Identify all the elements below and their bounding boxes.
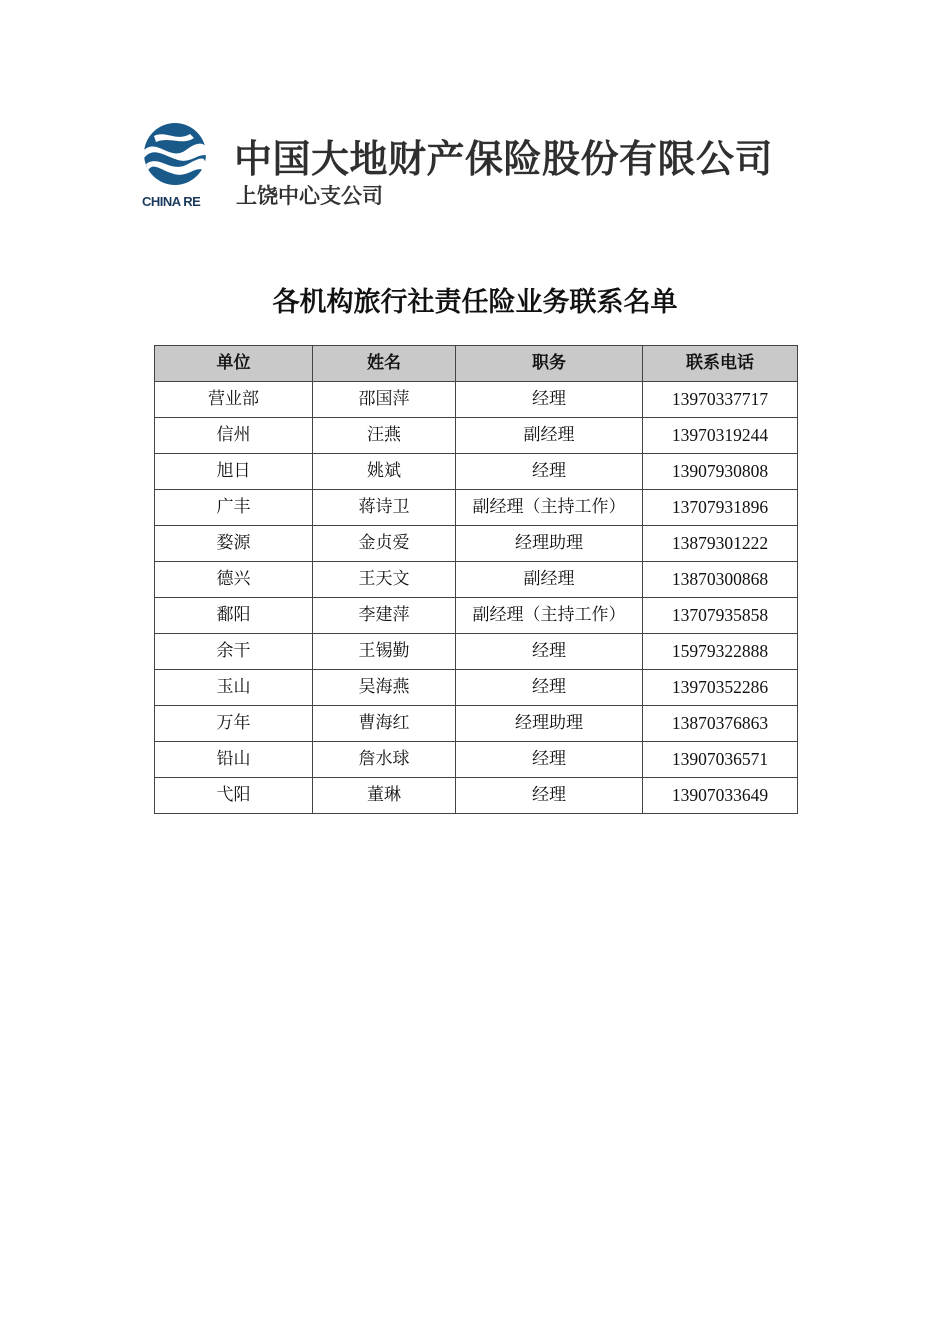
cell-unit: 旭日 [155, 454, 313, 490]
cell-position: 经理 [456, 670, 643, 706]
cell-unit: 广丰 [155, 490, 313, 526]
cell-name: 曹海红 [313, 706, 456, 742]
cell-phone: 13870376863 [643, 706, 798, 742]
cell-phone: 13970352286 [643, 670, 798, 706]
table-row [155, 778, 798, 814]
document-title: 各机构旅行社责任险业务联系名单 [272, 287, 678, 318]
table-row [155, 598, 798, 634]
letterhead [140, 120, 820, 215]
header-position: 职务 [456, 346, 643, 382]
table-row [155, 670, 798, 706]
table-row [155, 382, 798, 418]
company-name: 中国大地财产保险股份有限公司 [234, 137, 774, 181]
header-phone: 联系电话 [643, 346, 798, 382]
table-row [155, 526, 798, 562]
cell-phone: 13970319244 [643, 418, 798, 454]
cell-name: 李建萍 [313, 598, 456, 634]
cell-unit: 弋阳 [155, 778, 313, 814]
cell-position: 经理 [456, 742, 643, 778]
cell-position: 副经理（主持工作） [456, 490, 643, 526]
cell-unit: 玉山 [155, 670, 313, 706]
cell-name: 汪燕 [313, 418, 456, 454]
cell-unit: 鄱阳 [155, 598, 313, 634]
table-row [155, 418, 798, 454]
header-unit: 单位 [155, 346, 313, 382]
cell-phone: 13907033649 [643, 778, 798, 814]
table-row [155, 706, 798, 742]
cell-name: 姚斌 [313, 454, 456, 490]
cell-unit: 万年 [155, 706, 313, 742]
cell-name: 吴海燕 [313, 670, 456, 706]
table-row [155, 454, 798, 490]
cell-name: 蒋诗卫 [313, 490, 456, 526]
cell-phone: 15979322888 [643, 634, 798, 670]
cell-unit: 铅山 [155, 742, 313, 778]
cell-position: 经理 [456, 778, 643, 814]
cell-unit: 德兴 [155, 562, 313, 598]
china-re-logo [140, 120, 210, 210]
table-header-row [155, 346, 798, 382]
cell-unit: 婺源 [155, 526, 313, 562]
wave-logo-icon [140, 120, 210, 190]
table-body [155, 382, 798, 814]
cell-phone: 13970337717 [643, 382, 798, 418]
cell-name: 王天文 [313, 562, 456, 598]
cell-position: 经理助理 [456, 526, 643, 562]
cell-unit: 营业部 [155, 382, 313, 418]
cell-name: 王锡勤 [313, 634, 456, 670]
cell-name: 金贞爱 [313, 526, 456, 562]
table-row [155, 562, 798, 598]
cell-phone: 13907036571 [643, 742, 798, 778]
cell-phone: 13870300868 [643, 562, 798, 598]
cell-phone: 13879301222 [643, 526, 798, 562]
cell-unit: 信州 [155, 418, 313, 454]
cell-position: 副经理 [456, 562, 643, 598]
cell-phone: 13707935858 [643, 598, 798, 634]
cell-position: 经理 [456, 382, 643, 418]
table-row [155, 742, 798, 778]
cell-position: 经理助理 [456, 706, 643, 742]
cell-position: 经理 [456, 454, 643, 490]
cell-name: 邵国萍 [313, 382, 456, 418]
cell-unit: 余干 [155, 634, 313, 670]
cell-position: 副经理 [456, 418, 643, 454]
cell-position: 副经理（主持工作） [456, 598, 643, 634]
branch-name: 上饶中心支公司 [236, 183, 383, 208]
table-row [155, 490, 798, 526]
logo-text: CHINA RE [142, 194, 201, 209]
cell-name: 董琳 [313, 778, 456, 814]
cell-phone: 13907930808 [643, 454, 798, 490]
contact-table [154, 345, 798, 814]
cell-position: 经理 [456, 634, 643, 670]
cell-phone: 13707931896 [643, 490, 798, 526]
header-name: 姓名 [313, 346, 456, 382]
table-row [155, 634, 798, 670]
cell-name: 詹水球 [313, 742, 456, 778]
